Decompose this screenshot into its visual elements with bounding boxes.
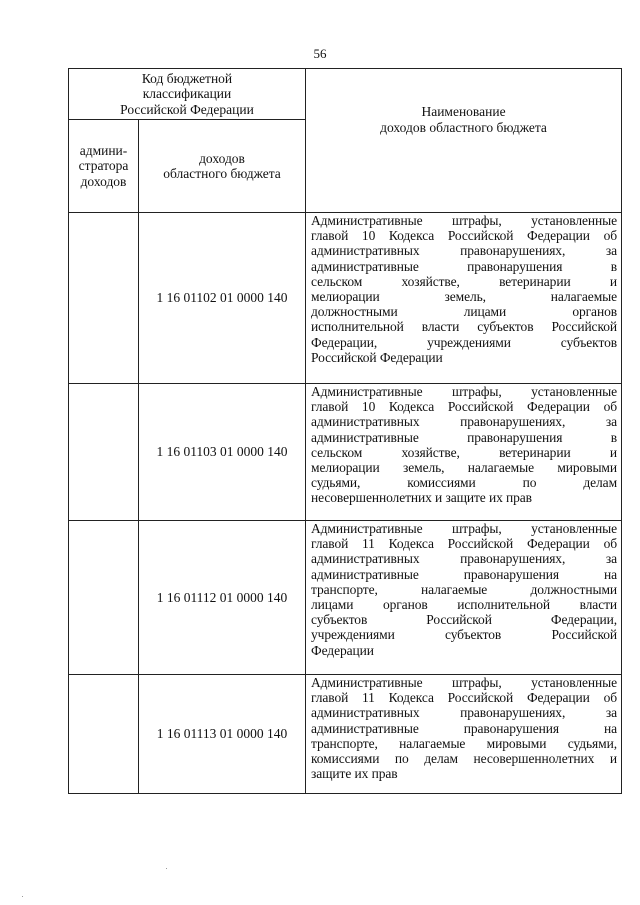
income-name-line: несовершеннолетних и защите их прав [311,490,532,506]
page-number: 56 [313,46,327,61]
income-code: 1 16 01112 01 0000 140 [139,521,306,675]
income-name-line: административные правонарушения на [311,566,618,582]
income-name-line: административных правонарушениях, за [311,705,618,721]
scan-artifact [22,896,23,897]
income-name [306,213,622,384]
income-name-line: исполнительной власти субъектов Российской [311,319,618,335]
income-name-line: административных правонарушениях, за [311,414,618,430]
admin-cell [69,384,139,521]
income-name-line: защите их прав [311,766,398,782]
income-name-line: учреждениями субъектов Российской [311,627,618,643]
header-income [139,120,306,213]
income-name-line: главой 10 Кодекса Российской Федерации об [311,228,618,244]
income-code: 1 16 01103 01 0000 140 [139,384,306,521]
header-admin [69,120,139,213]
income-name-line: административных правонарушениях, за [311,243,618,259]
table-row [69,675,622,794]
income-name-line: сельском хозяйстве, ветеринарии и [311,444,618,460]
income-name-line: Федерации, учреждениями субъектов [311,334,618,350]
income-name-line: главой 11 Кодекса Российской Федерации об [311,536,618,552]
income-name-line: административных правонарушениях, за [311,551,618,567]
admin-cell [69,675,139,794]
income-code: 1 16 01102 01 0000 140 [139,213,306,384]
income-name-line: должностными лицами органов [311,304,618,320]
income-name-line: транспорте, налагаемые мировыми судьями, [311,735,618,751]
header-admin-line: админи- [79,143,128,159]
header-code-line: Российской Федерации [120,101,254,117]
admin-cell [69,521,139,675]
income-name-line: Административные штрафы, установленные [311,384,618,399]
header-name-line: доходов областного бюджета [380,119,547,135]
income-name-line: административные правонарушения в [311,258,618,274]
admin-cell [69,213,139,384]
table-row [69,213,622,384]
income-name [306,521,622,675]
header-code-line: Код бюджетной [141,71,233,87]
income-name-line: Российской Федерации [311,349,443,365]
header-income-line: областного бюджета [163,166,281,181]
header-name-line: Наименование [421,104,506,120]
income-name-line: транспорте, налагаемые должностными [311,581,618,597]
income-name-line: Административные штрафы, установленные [311,675,618,690]
header-code-line: классификации [142,86,232,102]
table-row [69,384,622,521]
income-name-line: административные правонарушения на [311,720,618,736]
income-name-line: лицами органов исполнительной власти [311,597,618,613]
table-row [69,521,622,675]
table-body [69,213,622,794]
income-name-line: Административные штрафы, установленные [311,521,618,536]
income-name-line: административные правонарушения в [311,429,618,445]
income-name-line: субъектов Российской Федерации, [311,612,618,628]
income-name-line: комиссиями по делам несовершеннолетних и [311,751,618,767]
income-name-line: главой 10 Кодекса Российской Федерации об [311,399,618,415]
income-name-line: Федерации [311,642,374,658]
income-name-line: Административные штрафы, установленные [311,213,618,228]
income-code: 1 16 01113 01 0000 140 [139,675,306,794]
income-name [306,675,622,794]
budget-income-table [68,68,622,794]
income-name-line: главой 11 Кодекса Российской Федерации об [311,690,618,706]
income-name-line: мелиорации земель, налагаемые [311,289,618,305]
header-admin-line: стратора [78,158,129,174]
income-name-line: сельском хозяйстве, ветеринарии и [311,273,618,289]
header-admin-line: доходов [80,173,127,189]
header-code-group [69,69,306,120]
header-income-line: доходов [199,150,245,166]
income-name-line: мелиорации земель, налагаемые мировыми [311,460,618,476]
income-name-line: судьями, комиссиями по делам [311,475,618,491]
header-name [306,69,622,213]
income-name [306,384,622,521]
scan-artifact [166,868,167,869]
